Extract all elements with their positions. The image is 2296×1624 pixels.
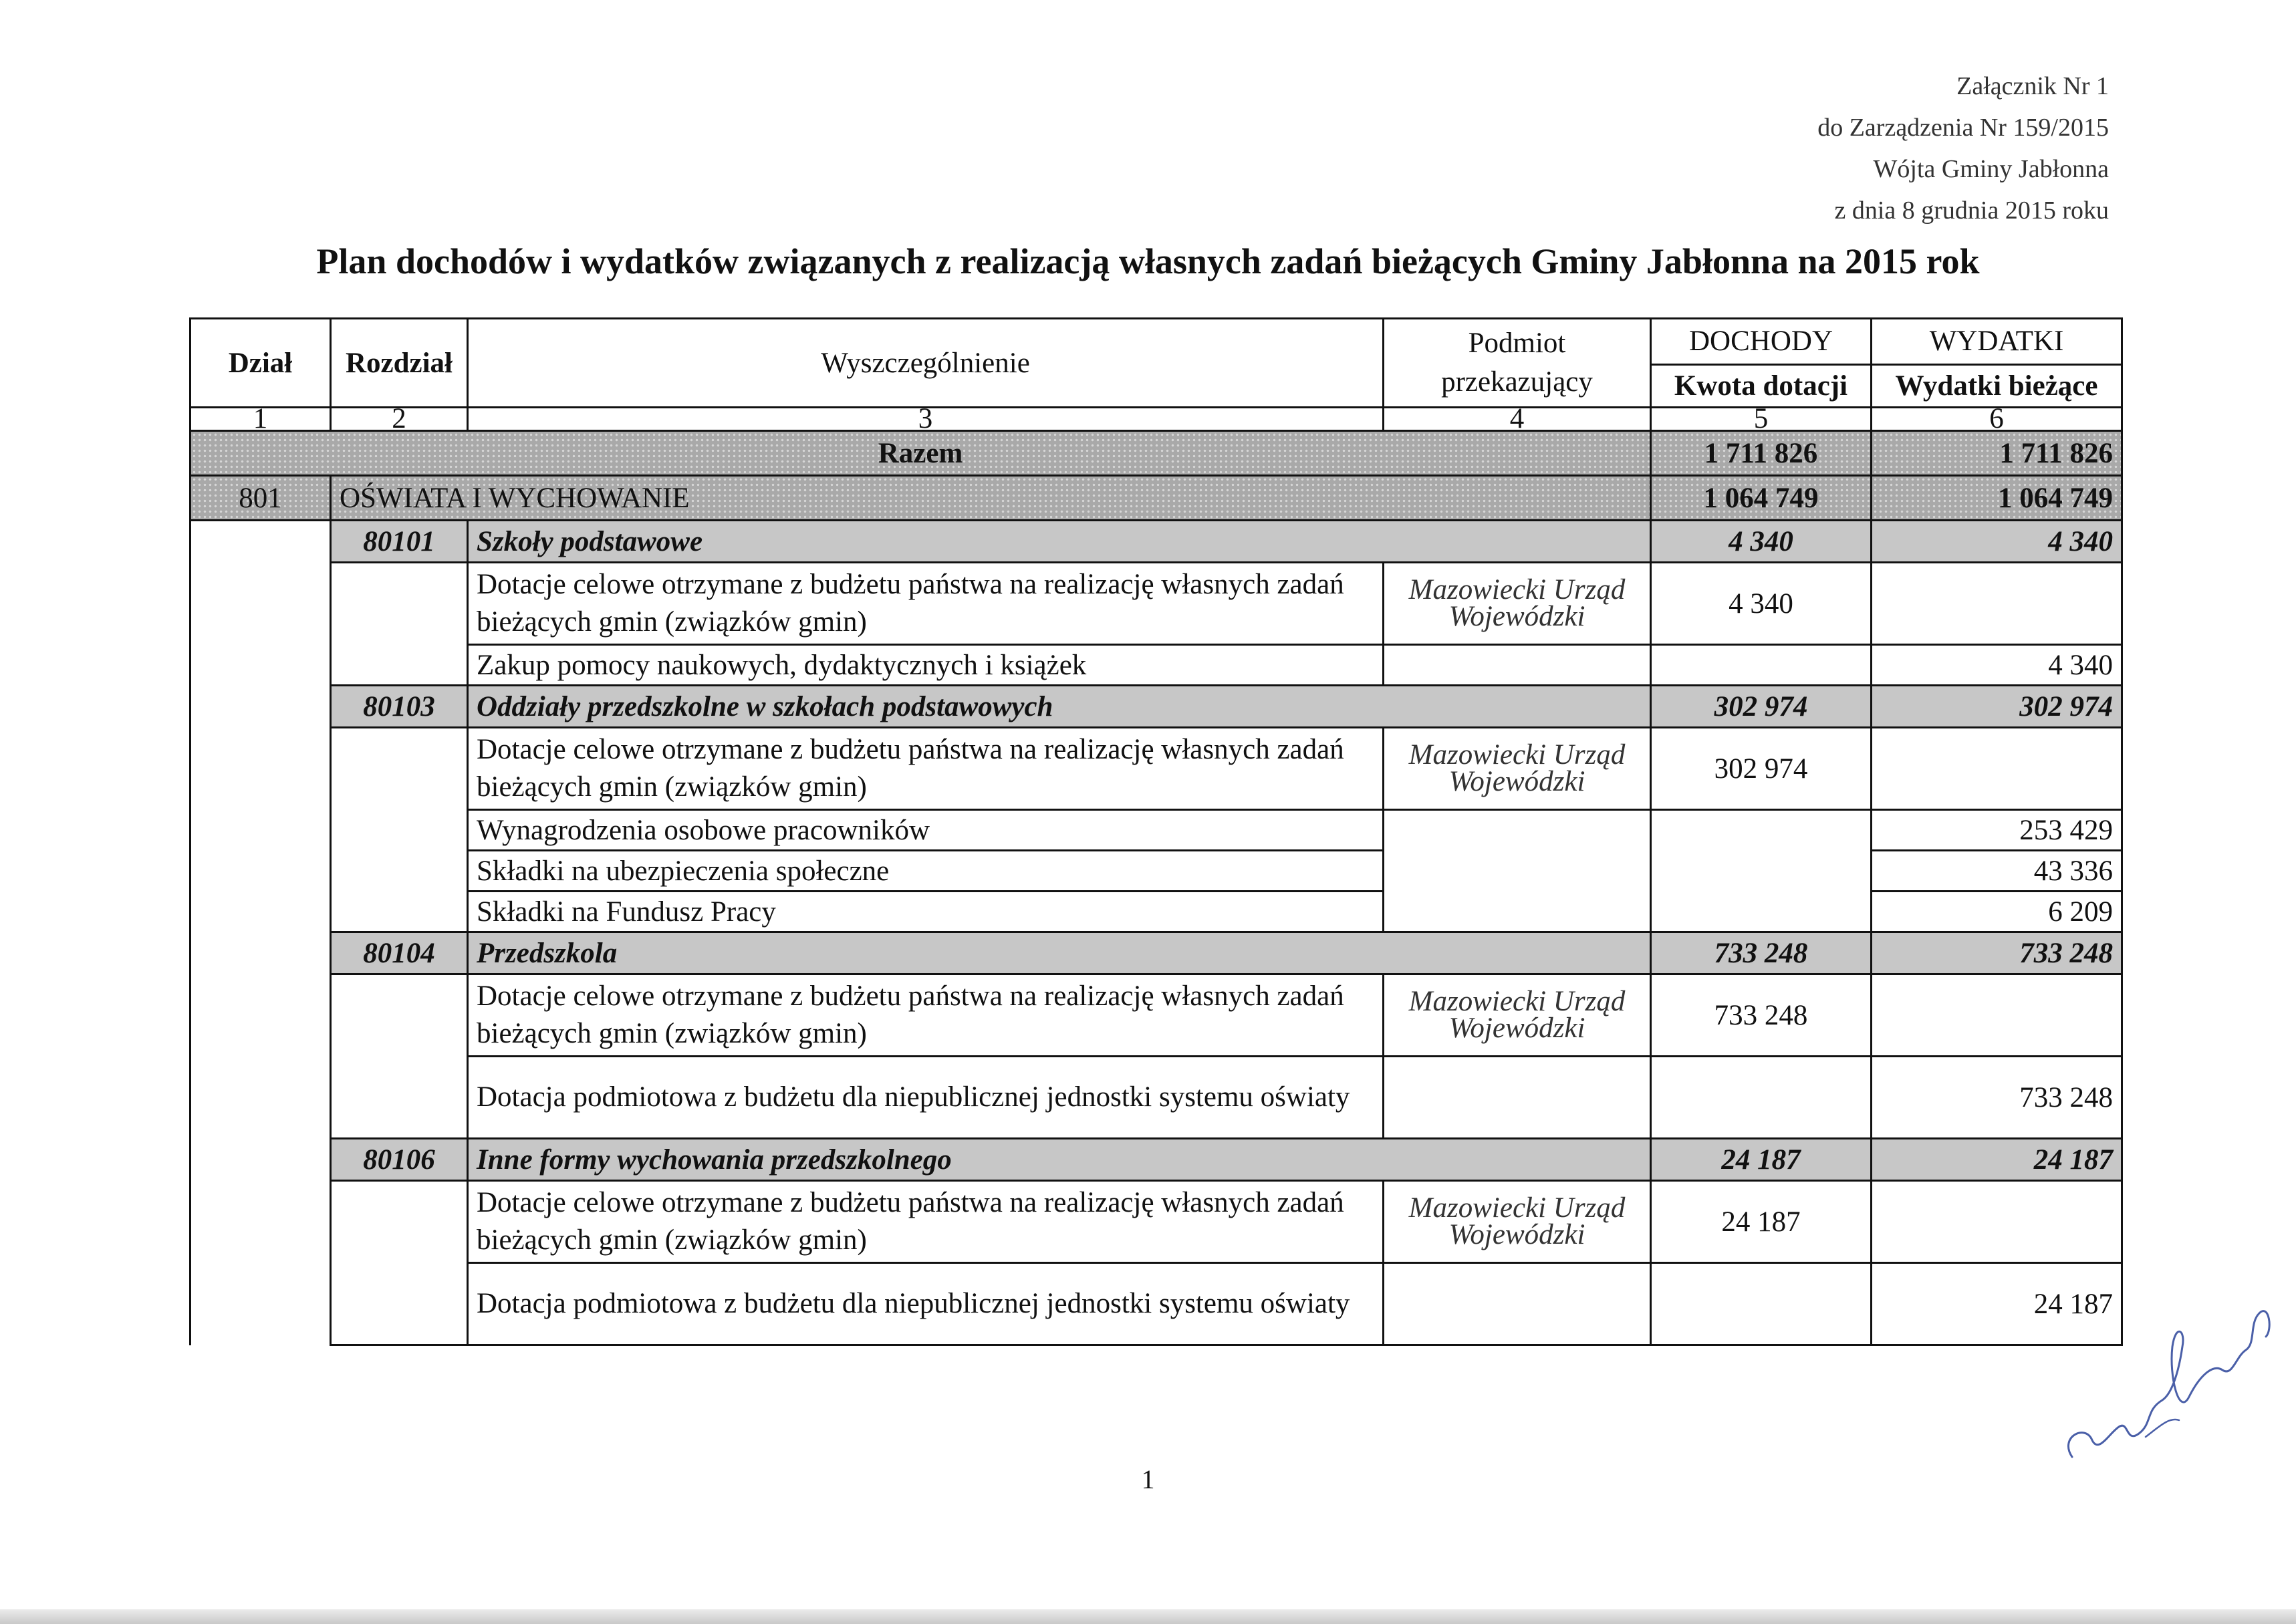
subsection-code: 80101 xyxy=(331,521,468,563)
scan-edge xyxy=(0,1609,2296,1624)
row-wydatki xyxy=(1872,563,2122,645)
table-row xyxy=(190,1057,2122,1139)
row-description: Dotacje celowe otrzymane z budżetu państwa na realizację własnych zadań bieżących gmin (związków gmin) xyxy=(468,563,1384,645)
subsection-name: Szkoły podstawowe xyxy=(468,521,1651,563)
header-wydatki: WYDATKI xyxy=(1872,319,2122,365)
column-number: 3 xyxy=(468,408,1384,431)
header-kwota-dotacji: Kwota dotacji xyxy=(1651,364,1872,407)
subsection-wydatki: 733 248 xyxy=(1872,932,2122,974)
row-wydatki: 733 248 xyxy=(1872,1057,2122,1139)
annex-line-4: z dnia 8 grudnia 2015 roku xyxy=(1834,196,2109,225)
row-description: Dotacje celowe otrzymane z budżetu państwa na realizację własnych zadań bieżących gmin (związków gmin) xyxy=(468,728,1384,810)
subsection-row xyxy=(190,686,2122,728)
row-dochody: 733 248 xyxy=(1651,974,1872,1057)
total-row xyxy=(190,431,2122,476)
handwritten-signature xyxy=(2045,1283,2286,1484)
subsection-name: Przedszkola xyxy=(468,932,1651,974)
column-number: 4 xyxy=(1384,408,1651,431)
subsection-code: 80106 xyxy=(331,1139,468,1181)
row-description: Składki na Fundusz Pracy xyxy=(468,892,1384,932)
subsection-wydatki: 4 340 xyxy=(1872,521,2122,563)
row-provider: Mazowiecki Urząd Wojewódzki xyxy=(1384,563,1651,645)
table-row xyxy=(190,563,2122,645)
column-numbers-row xyxy=(190,408,2122,431)
row-description: Dotacje celowe otrzymane z budżetu państwa na realizację własnych zadań bieżących gmin (związków gmin) xyxy=(468,974,1384,1057)
subsection-code: 80104 xyxy=(331,932,468,974)
row-dochody: 302 974 xyxy=(1651,728,1872,810)
column-number: 2 xyxy=(331,408,468,431)
row-dochody: 4 340 xyxy=(1651,563,1872,645)
row-description: Składki na ubezpieczenia społeczne xyxy=(468,851,1384,892)
budget-table xyxy=(189,317,2123,1346)
total-wydatki: 1 711 826 xyxy=(1872,431,2122,476)
total-label: Razem xyxy=(190,431,1651,476)
row-wydatki: 24 187 xyxy=(1872,1263,2122,1345)
subsection-row xyxy=(190,521,2122,563)
table-row xyxy=(190,810,2122,851)
section-code: 801 xyxy=(190,476,331,521)
rozdzial-empty-cell xyxy=(331,974,468,1139)
row-dochody xyxy=(1651,1263,1872,1345)
row-provider: Mazowiecki Urząd Wojewódzki xyxy=(1384,728,1651,810)
subsection-name: Inne formy wychowania przedszkolnego xyxy=(468,1139,1651,1181)
row-description: Dotacja podmiotowa z budżetu dla niepublicznej jednostki systemu oświaty xyxy=(468,1057,1384,1139)
annex-line-3: Wójta Gminy Jabłonna xyxy=(1873,155,2109,183)
subsection-dochody: 4 340 xyxy=(1651,521,1872,563)
row-provider xyxy=(1384,645,1651,686)
section-dochody: 1 064 749 xyxy=(1651,476,1872,521)
row-provider xyxy=(1384,1263,1651,1345)
subsection-wydatki: 302 974 xyxy=(1872,686,2122,728)
annex-line-2: do Zarządzenia Nr 159/2015 xyxy=(1817,114,2109,142)
annex-header xyxy=(1817,65,2109,231)
rozdzial-empty-cell xyxy=(331,563,468,686)
table-row xyxy=(190,1181,2122,1263)
row-dochody: 24 187 xyxy=(1651,1181,1872,1263)
row-wydatki: 43 336 xyxy=(1872,851,2122,892)
page-number: 1 xyxy=(1141,1464,1155,1494)
subsection-dochody: 733 248 xyxy=(1651,932,1872,974)
subsection-row xyxy=(190,932,2122,974)
total-dochody: 1 711 826 xyxy=(1651,431,1872,476)
subsection-dochody: 302 974 xyxy=(1651,686,1872,728)
row-dochody xyxy=(1651,810,1872,932)
row-provider: Mazowiecki Urząd Wojewódzki xyxy=(1384,974,1651,1057)
row-description: Dotacja podmiotowa z budżetu dla niepublicznej jednostki systemu oświaty xyxy=(468,1263,1384,1345)
row-description: Zakup pomocy naukowych, dydaktycznych i książek xyxy=(468,645,1384,686)
column-number: 6 xyxy=(1872,408,2122,431)
rozdzial-empty-cell xyxy=(331,1181,468,1345)
header-dzial: Dział xyxy=(190,319,331,408)
subsection-dochody: 24 187 xyxy=(1651,1139,1872,1181)
subsection-name: Oddziały przedszkolne w szkołach podstawowych xyxy=(468,686,1651,728)
document-title: Plan dochodów i wydatków związanych z realizacją własnych zadań bieżących Gminy Jabłonna na 2015 rok xyxy=(316,241,1980,281)
header-wydatki-biezace: Wydatki bieżące xyxy=(1872,364,2122,407)
row-description: Wynagrodzenia osobowe pracowników xyxy=(468,810,1384,851)
table-row xyxy=(190,974,2122,1057)
row-description: Dotacje celowe otrzymane z budżetu państwa na realizację własnych zadań bieżących gmin (związków gmin) xyxy=(468,1181,1384,1263)
row-wydatki: 253 429 xyxy=(1872,810,2122,851)
section-wydatki: 1 064 749 xyxy=(1872,476,2122,521)
section-name: OŚWIATA I WYCHOWANIE xyxy=(331,476,1651,521)
subsection-wydatki: 24 187 xyxy=(1872,1139,2122,1181)
row-dochody xyxy=(1651,645,1872,686)
row-wydatki: 4 340 xyxy=(1872,645,2122,686)
row-provider xyxy=(1384,810,1651,932)
column-number: 5 xyxy=(1651,408,1872,431)
row-wydatki xyxy=(1872,728,2122,810)
row-dochody xyxy=(1651,1057,1872,1139)
table-row xyxy=(190,645,2122,686)
row-wydatki xyxy=(1872,1181,2122,1263)
header-dochody: DOCHODY xyxy=(1651,319,1872,365)
table-row xyxy=(190,728,2122,810)
row-wydatki: 6 209 xyxy=(1872,892,2122,932)
annex-line-1: Załącznik Nr 1 xyxy=(1956,72,2109,100)
rozdzial-empty-cell xyxy=(331,728,468,932)
dzial-empty-cell xyxy=(190,521,331,1345)
header-wyszczegolnienie: Wyszczególnienie xyxy=(468,319,1384,408)
subsection-code: 80103 xyxy=(331,686,468,728)
header-rozdzial: Rozdział xyxy=(331,319,468,408)
section-row xyxy=(190,476,2122,521)
header-podmiot: Podmiot przekazujący xyxy=(1384,319,1651,408)
table-row xyxy=(190,1263,2122,1345)
row-provider xyxy=(1384,1057,1651,1139)
subsection-row xyxy=(190,1139,2122,1181)
row-provider: Mazowiecki Urząd Wojewódzki xyxy=(1384,1181,1651,1263)
row-wydatki xyxy=(1872,974,2122,1057)
column-number: 1 xyxy=(190,408,331,431)
